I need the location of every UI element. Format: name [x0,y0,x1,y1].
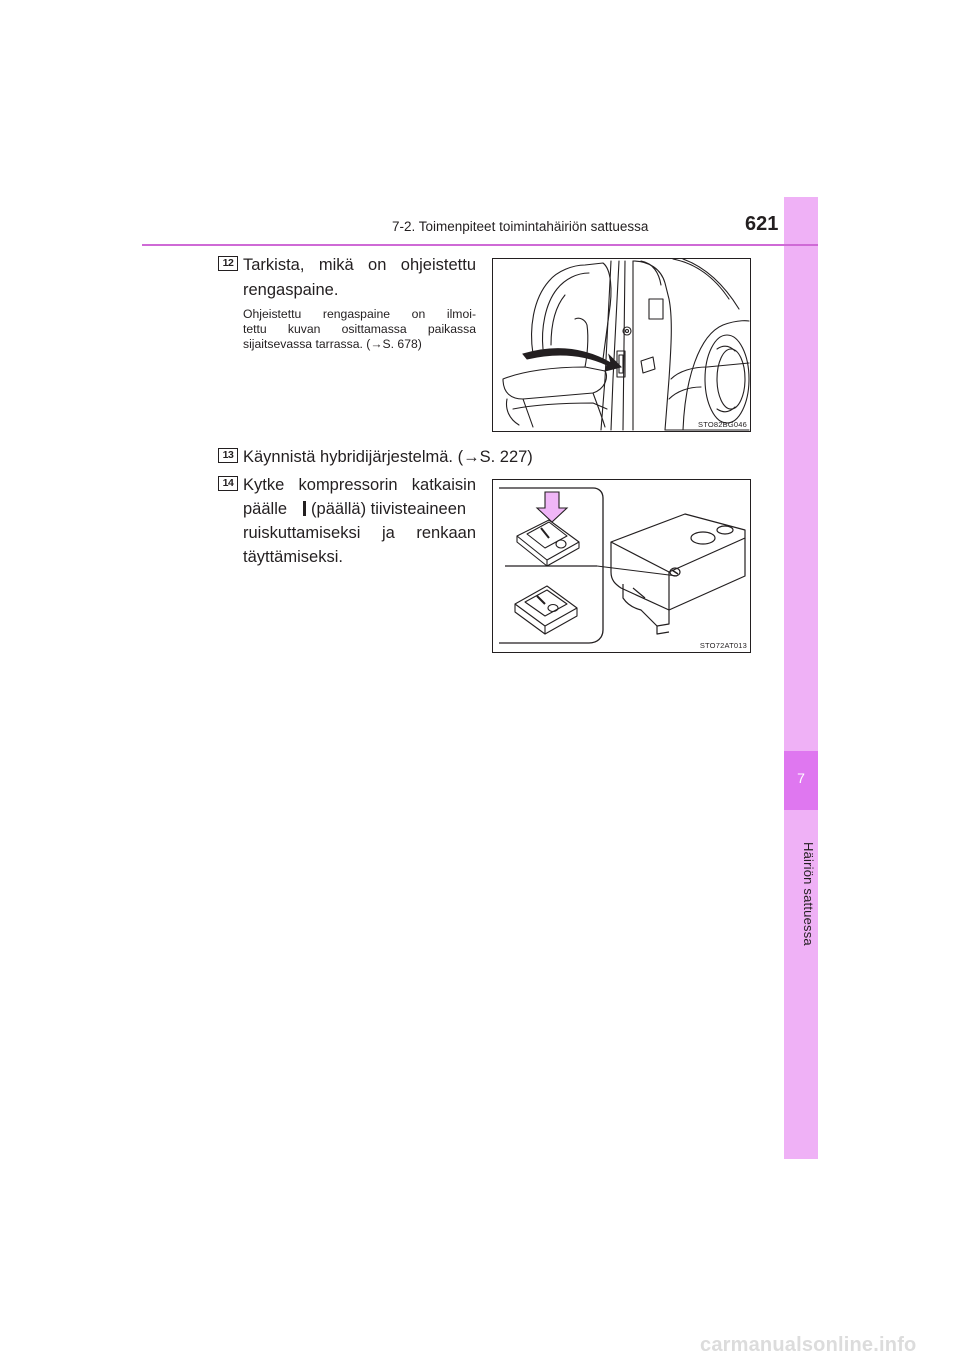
step-14-line2-post: (päällä) tiivisteaineen [311,500,467,518]
switch-on-symbol-icon [303,501,306,516]
step-14-line2 [243,497,476,522]
chapter-side-tab [784,197,818,1159]
step-number-badge: 12 [218,256,238,271]
step-number-badge: 13 [218,448,238,463]
watermark-footer: carmanualsonline.info [700,1334,917,1356]
page-number: 621 [745,213,779,235]
step-14-line1: Kytke kompressorin katkaisin [243,476,476,494]
figure-code: STO72AT013 [699,641,747,650]
header-rule [142,244,818,246]
section-header: 7-2. Toimenpiteet toimintahäiriön sattuessa [392,219,649,234]
step-12-line1: Tarkista, mikä on ohjeistettu [243,256,476,274]
tire-pressure-label-figure [492,258,751,432]
step-12-note-line1: Ohjeistettu rengaspaine on ilmoi- [243,307,476,321]
compressor-illustration [493,480,750,652]
step-12-note-line3: sijaitsevassa tarrassa. (→S. 678) [243,337,422,351]
step-12-note-line2: tettu kuvan osittamassa paikassa [243,322,476,336]
switch-on-position-icon [517,520,579,566]
step-13-text: Käynnistä hybridijärjestelmä. (→S. 227) [243,448,533,466]
chapter-title: Häiriön sattuessa [801,842,816,946]
step-14-line4: täyttämiseksi. [243,548,343,566]
switch-off-position-icon [515,586,577,634]
step-14-line2-pre: päälle [243,500,288,518]
car-door-pillar-illustration [493,259,750,431]
step-12-line2: rengaspaine. [243,281,339,299]
step-14-line3: ruiskuttamiseksi ja renkaan [243,524,476,542]
step-number-badge: 14 [218,476,238,491]
chapter-number: 7 [797,770,805,786]
figure-code: STO82BG046 [698,420,747,429]
push-down-arrow-icon [537,492,567,522]
compressor-unit-icon [611,514,745,634]
compressor-switch-figure [492,479,751,653]
